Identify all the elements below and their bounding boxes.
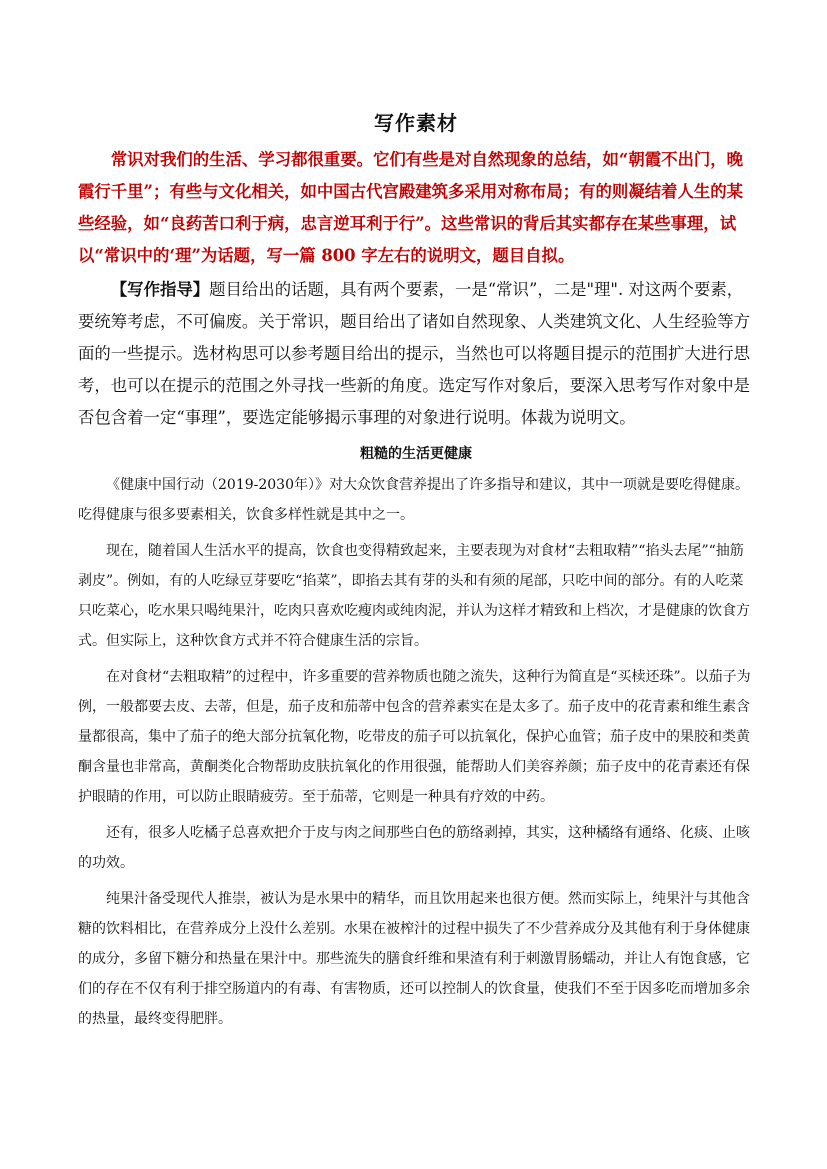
writing-guide-label: 【写作指导】: [110, 280, 210, 299]
essay-title: 粗糙的生活更健康: [360, 446, 472, 462]
document-title: 写作素材: [374, 111, 458, 135]
essay-body: [78, 470, 754, 1034]
writing-prompt: 常识对我们的生活、学习都很重要。它们有些是对自然现象的总结，如“朝霞不出门，晚霞行千里”；有些与文化相关，如中国古代宫殿建筑多采用对称布局；有的则凝结着人生的某些经验，如“良药苦口利于病，忠言逆耳利于行”。这些常识的背后其实都存在某些事理，试以“常识中的‘理”为话题，写一篇 800 字左右的说明文，题目自拟。: [78, 150, 744, 265]
essay-paragraph: 《健康中国行动（2019-2030年）》对大众饮食营养提出了许多指导和建议，其中一项就是要吃得健康。吃得健康与很多要素相关，饮食多样性就是其中之一。: [78, 477, 749, 523]
essay-paragraph: 纯果汁备受现代人推崇，被认为是水果中的精华，而且饮用起来也很方便。然而实际上，纯果汁与其他含糖的饮料相比，在营养成分上没什么差别。水果在被榨汁的过程中损失了不少营养成分及其他有利于身体健康的成分，多留下糖分和热量在果汁中。那些流失的膳食纤维和果渣有利于刺激胃肠蠕动，并让人有饱食感，它们的存在不仅有利于排空肠道内的有毒、有害物质，还可以控制人的饮食量，使我们不至于因多吃而增加多余的热量，最终变得肥胖。: [78, 891, 750, 1027]
essay-paragraph: 还有，很多人吃橘子总喜欢把介于皮与肉之间那些白色的筋络剥掉，其实，这种橘络有通络、化痰、止咳的功效。: [78, 825, 750, 871]
document-page: [78, 108, 754, 1040]
essay-paragraph: 现在，随着国人生活水平的提高，饮食也变得精致起来，主要表现为对食材“去粗取精”“掐头去尾”“抽筋剥皮”。例如，有的人吃绿豆芽要吃“掐菜”，即掐去其有芽的头和有须的尾部，只吃中间的部分。有的人吃菜只吃菜心，吃水果只喝纯果汁，吃肉只喜欢吃瘦肉或纯肉泥，并认为这样才精致和上档次，才是健康的饮食方式。但实际上，这种饮食方式并不符合健康生活的宗旨。: [78, 543, 750, 649]
writing-guide-text: 题目给出的话题，具有两个要素，一是“常识”，二是"理". 对这两个要素，要统筹考虑，不可偏废。关于常识，题目给出了诸如自然现象、人类建筑文化、人生经验等方面的一些提示。选材构思可以参考题目给出的提示，当然也可以将题目提示的范围扩大进行思考，也可以在提示的范围之外寻找一些新的角度。选定写作对象后，要深入思考写作对象中是否包含着一定“事理”，要选定能够揭示事理的对象进行说明。体裁为说明文。: [78, 280, 751, 427]
essay-paragraph: 在对食材“去粗取精”的过程中，许多重要的营养物质也随之流失，这种行为简直是“买椟还珠”。以茄子为例，一般都要去皮、去蒂，但是，茄子皮和茄蒂中包含的营养素实在是太多了。茄子皮中的花青素和维生素含量都很高，集中了茄子的绝大部分抗氧化物，吃带皮的茄子可以抗氧化，保护心血管；茄子皮中的果胶和类黄酮含量也非常高，黄酮类化合物帮助皮肤抗氧化的作用很强，能帮助人们美容养颜；茄子皮中的花青素还有保护眼睛的作用，可以防止眼睛疲劳。至于茄蒂，它则是一种具有疗效的中药。: [78, 669, 751, 805]
writing-guide: [78, 274, 754, 434]
